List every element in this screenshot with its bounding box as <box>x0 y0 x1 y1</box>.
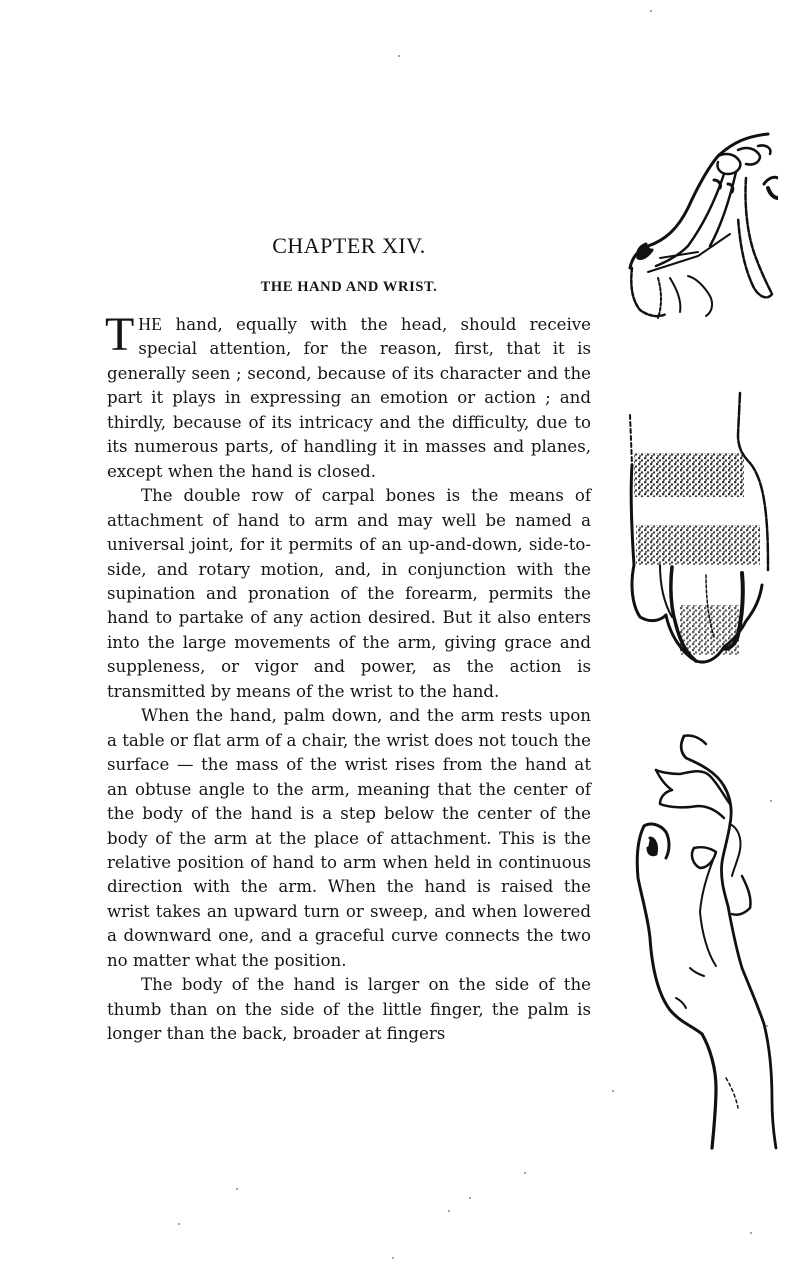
scan-speck <box>236 1188 238 1190</box>
skeleton-hand-icon <box>618 128 778 328</box>
body-text <box>105 308 591 1047</box>
side-view-hand-illustration <box>620 728 790 1158</box>
drop-cap-lead: HE <box>138 314 163 334</box>
scan-speck <box>524 1172 526 1174</box>
paragraph-4: The body of the hand is larger on the side of the thumb than on the side of the little finger, the palm is longer than the back, broader at fingers <box>107 975 591 1044</box>
scan-speck <box>770 800 772 802</box>
side-hand-icon <box>620 728 790 1158</box>
closed-hand-icon <box>620 385 770 670</box>
scan-speck <box>392 1257 394 1259</box>
scan-speck <box>178 1223 180 1225</box>
scan-speck <box>448 1210 450 1212</box>
paragraph-1-text: hand, equally with the head, should receive special attention, for the reason, first, that it is generally seen ; second, because of its character and the part it plays in expressing an emotion or action ; and thirdly, because of its intricacy and the difficulty, due to its numerous parts, of handling it in masses and planes, except when the hand is closed. <box>107 315 591 481</box>
back-of-hand-illustration <box>620 385 770 670</box>
scan-speck <box>398 55 400 57</box>
scan-speck <box>650 10 652 12</box>
chapter-subtitle: THE HAND AND WRIST. <box>260 279 438 295</box>
drop-cap: T <box>105 308 135 361</box>
skeletal-hand-illustration <box>618 128 778 328</box>
paragraph-3: When the hand, palm down, and the arm rests upon a table or flat arm of a chair, the wrist does not touch the surface — the mass of the wrist rises from the hand at an obtuse angle to the arm, meaning that the center of the body of the hand is a step below the center of the body of the arm at the place of attachment. This is the relative position of hand to arm when held in continuous direction with the arm. When the hand is raised the wrist takes an upward turn or sweep, and when lowered a downward one, and a graceful curve connects the two no matter what the position. <box>107 706 591 970</box>
chapter-title: CHAPTER XIV. <box>272 233 426 258</box>
scan-speck <box>750 1232 752 1234</box>
paragraph-2: The double row of carpal bones is the means of attachment of hand to arm and may well be named a universal joint, for it permits of an up-and-down, side-to-side, and rotary motion, and, in conjunction with the supination and pronation of the forearm, permits the hand to partake of any action desired. But it also enters into the large movements of the arm, giving grace and suppleness, or vigor and power, as the action is transmitted by means of the wrist to the hand. <box>107 486 591 701</box>
scan-speck <box>469 1197 471 1199</box>
scan-speck <box>766 1025 768 1027</box>
text-column <box>107 228 591 1047</box>
scan-speck <box>612 1090 614 1092</box>
paragraph-1 <box>105 308 591 484</box>
